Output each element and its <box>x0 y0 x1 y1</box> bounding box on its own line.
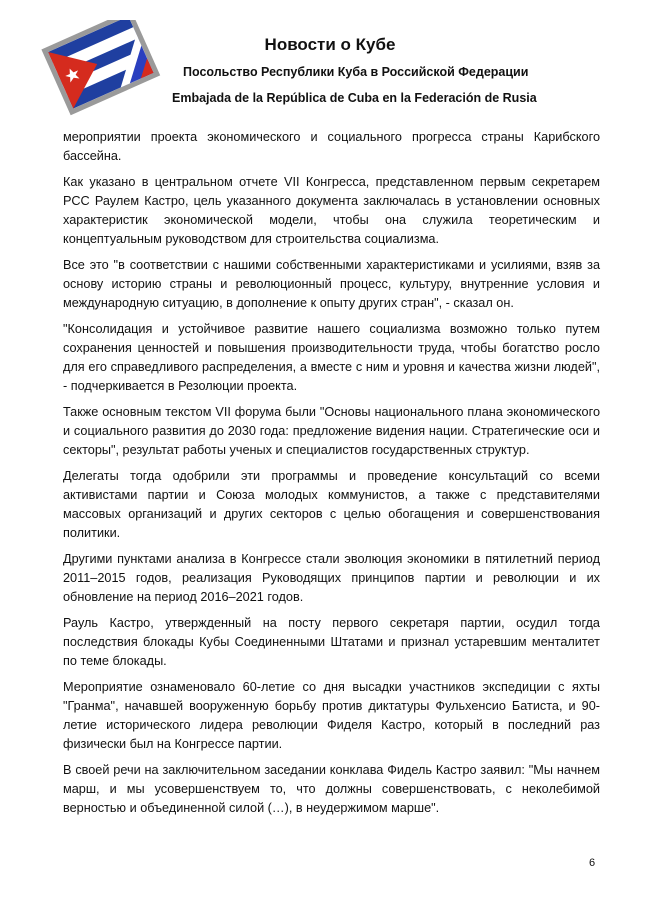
paragraph: Делегаты тогда одобрили эти программы и проведение консультаций со всеми активистами партии и Союза молодых коммунистов, а также с представителями массовых организаций и других секторов с целью обогащения и совершенствования политики. <box>63 469 600 540</box>
paragraph: Мероприятие ознаменовало 60-летие со дня высадки участников экспедиции с яхты "Гранма", начавшей вооруженную борьбу против диктатуры Фульхенсио Батиста, и 90-летие исторического лидера революции Фиделя Кастро, который в последний раз физически был на Конгрессе партии. <box>63 680 600 751</box>
paragraph: Рауль Кастро, утвержденный на посту первого секретаря партии, осудил тогда последствия блокады Кубы Соединенными Штатами и признал устаревшим менталитет по теме блокады. <box>63 616 600 668</box>
page-number: 6 <box>589 857 596 869</box>
cuba-russia-flags-logo <box>40 20 170 130</box>
paragraph: В своей речи на заключительном заседании конклава Фидель Кастро заявил: "Мы начнем марш, и мы усовершенствуем то, что должны совершенствовать, с неколебимой верностью и объединенной силой (…), в неудержимом марше". <box>63 763 600 815</box>
article-body <box>63 128 600 825</box>
paragraph: мероприятии проекта экономического и социального прогресса страны Карибского бассейна. <box>63 130 600 163</box>
paragraph: Как указано в центральном отчете VII Конгресса, представленном первым секретарем РСС Раулем Кастро, цель указанного документа заключалась в установлении основных характеристик экономической модели, чтобы она служила теоретическим и концептуальным руководством для строительства социализма. <box>63 175 600 246</box>
newsletter-title: Новости о Кубе <box>264 35 396 54</box>
embassy-name-russian: Посольство Республики Куба в Российской Федерации <box>183 65 529 79</box>
embassy-name-spanish: Embajada de la República de Cuba en la Federación de Rusia <box>172 91 537 105</box>
paragraph: Все это "в соответствии с нашими собственными характеристиками и усилиями, взяв за основу историю страны и революционный процесс, культуру, внутренние условия и международную ситуацию, в дополнение к опыту других стран", - сказал он. <box>63 258 600 310</box>
paragraph: Другими пунктами анализа в Конгрессе стали эволюция экономики в пятилетний период 2011–2015 годов, реализация Руководящих принципов партии и революции и их обновление на период 2016–2021 годов. <box>63 552 600 604</box>
paragraph: "Консолидация и устойчивое развитие нашего социализма возможно только путем сохранения ценностей и повышения производительности труда, чтобы богатство росло для его справедливого распределения, а вместе с ним и уровня и качества жизни людей", - подчеркивается в Резолюции проекта. <box>63 322 600 393</box>
paragraph: Также основным текстом VII форума были "Основы национального плана экономического и социального развития до 2030 года: предложение видения нации. Стратегические оси и секторы", результат работы ученых и специалистов государственных структур. <box>63 405 600 457</box>
